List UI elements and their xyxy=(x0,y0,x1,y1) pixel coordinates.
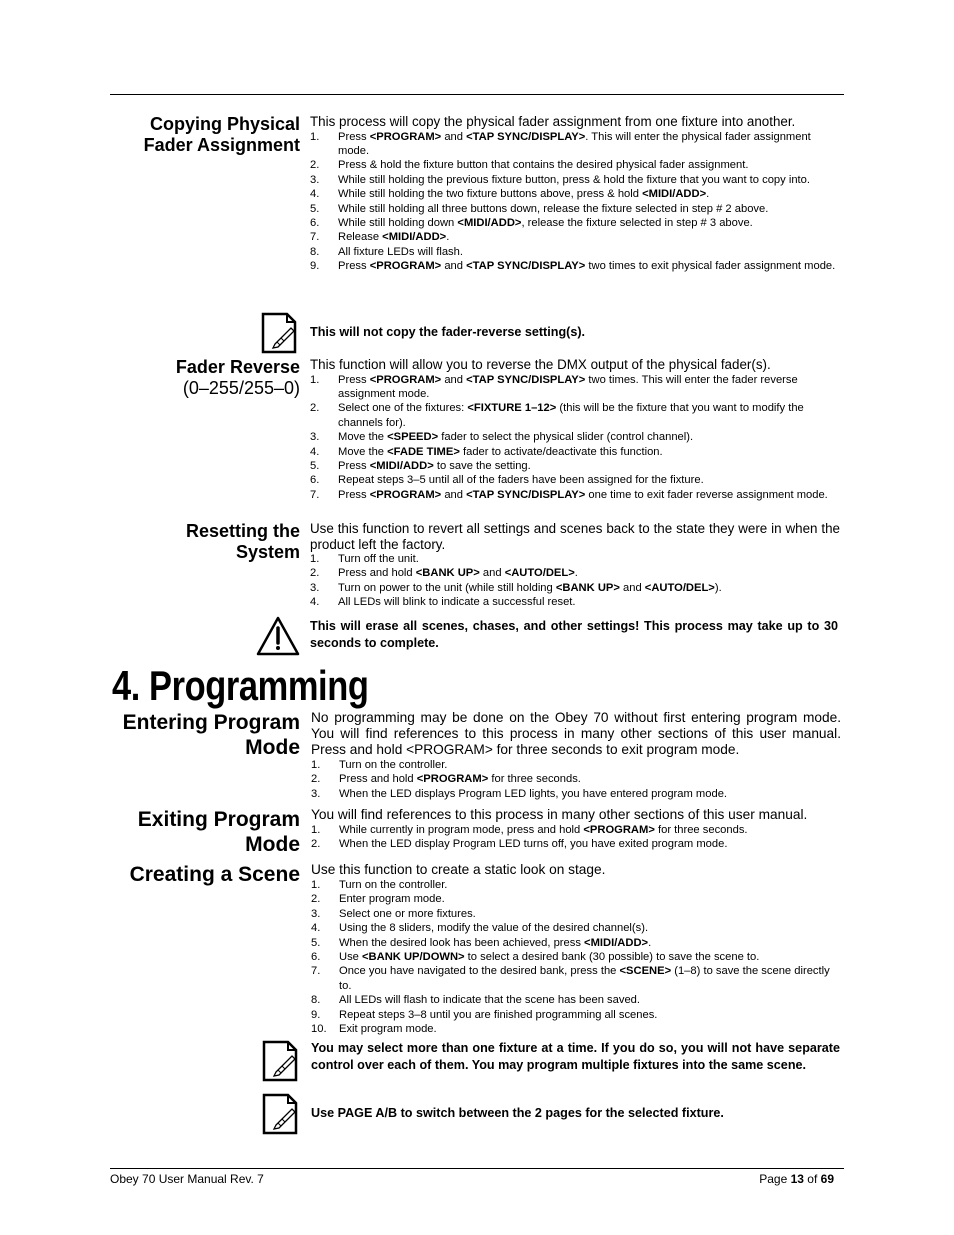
step-text: Press xyxy=(338,488,370,501)
footer-page-number: Page 13 of 69 xyxy=(759,1172,834,1186)
list-item-number: 6. xyxy=(310,216,320,229)
section-heading: Fader Reverse (0–255/255–0) xyxy=(175,357,300,398)
step-text: Use xyxy=(339,951,363,964)
note-icon xyxy=(262,1040,300,1082)
control-label: <AUTO/DEL> xyxy=(644,581,715,594)
step-text: While still holding the two fixture buttons above, press & hold xyxy=(338,188,643,201)
control-label: <BANK UP/DOWN> xyxy=(362,951,465,964)
list-item xyxy=(311,837,841,851)
control-label: <PROGRAM> xyxy=(369,260,442,273)
list-item xyxy=(311,878,841,892)
step-text: (1–8) to save the scene directly to. xyxy=(339,965,830,992)
step-text: Press xyxy=(338,260,370,273)
list-item xyxy=(310,245,840,259)
list-item xyxy=(311,892,841,906)
step-text: Press xyxy=(338,130,370,143)
section-heading: Entering Program Mode xyxy=(122,711,300,759)
step-text: Enter program mode. xyxy=(339,893,445,906)
list-item xyxy=(310,187,840,201)
step-text: While currently in program mode, press and hold xyxy=(339,824,584,836)
list-item-number: 3. xyxy=(310,431,320,444)
note-icon xyxy=(261,312,299,354)
list-item xyxy=(310,401,840,430)
list-item xyxy=(311,921,841,935)
list-item xyxy=(310,202,840,216)
step-list xyxy=(310,130,840,274)
note-text: Use PAGE A/B to switch between the 2 pages for the selected fixture. xyxy=(311,1106,724,1120)
control-label: <TAP SYNC/DISPLAY> xyxy=(466,488,586,501)
list-item-number: 5. xyxy=(311,936,321,949)
step-text: All LEDs will blink to indicate a successful reset. xyxy=(338,596,576,609)
list-item xyxy=(310,173,840,187)
step-text: to save the setting. xyxy=(433,459,531,472)
list-item-number: 6. xyxy=(311,951,321,964)
step-text: Turn off the unit. xyxy=(338,553,419,565)
step-text: Using the 8 sliders, modify the value of the desired channel(s). xyxy=(339,922,649,935)
list-item xyxy=(310,430,840,444)
list-item xyxy=(310,473,840,487)
step-text: and xyxy=(441,373,467,386)
step-list xyxy=(310,552,840,610)
control-label: <MIDI/ADD> xyxy=(457,216,522,229)
list-item-number: 1. xyxy=(310,373,320,386)
control-label: <MIDI/ADD> xyxy=(369,459,434,472)
control-label: <SPEED> xyxy=(387,431,439,444)
list-item-number: 1. xyxy=(310,553,320,565)
step-text: Repeat steps 3–8 until you are finished programming all scenes. xyxy=(339,1008,658,1021)
list-item-number: 7. xyxy=(310,231,320,244)
footer-doc-title: Obey 70 User Manual Rev. 7 xyxy=(110,1172,264,1186)
step-text: ). xyxy=(714,581,722,594)
section-intro: No programming may be done on the Obey 70 without first entering program mode. You will find references to this process in many other sections of this user manual. Press and hold <PROGRAM> for three seconds to exit program mode. xyxy=(311,710,841,757)
step-text: Move the xyxy=(338,431,388,444)
list-item-number: 2. xyxy=(311,893,321,906)
list-item-number: 2. xyxy=(310,567,320,580)
section-content xyxy=(311,710,841,801)
control-label: <BANK UP> xyxy=(555,581,620,594)
list-item xyxy=(311,1022,841,1036)
chapter-title: 4. Programming xyxy=(112,662,369,709)
list-item xyxy=(311,823,841,837)
section-content xyxy=(310,114,840,274)
section-heading: Exiting Program Mode xyxy=(137,808,300,856)
step-text: Move the xyxy=(338,445,388,458)
step-text: one time to exit fader reverse assignment mode. xyxy=(585,488,828,501)
control-label: <MIDI/ADD> xyxy=(642,188,707,201)
list-item xyxy=(311,758,841,772)
list-item xyxy=(311,936,841,950)
step-text: Press and hold xyxy=(339,773,417,786)
step-text: While still holding down xyxy=(338,216,458,229)
list-item-number: 5. xyxy=(310,459,320,472)
step-text: Press and hold xyxy=(338,567,416,580)
section-heading: Resetting the System xyxy=(185,521,300,562)
step-text: While still holding the previous fixture button, press & hold the fixture that you want to copy into. xyxy=(338,173,810,186)
section-intro: This process will copy the physical fader assignment from one fixture into another. xyxy=(310,114,796,129)
step-text: Exit program mode. xyxy=(339,1023,437,1036)
list-item xyxy=(310,130,840,159)
control-label: <PROGRAM> xyxy=(369,130,442,143)
list-item-number: 9. xyxy=(311,1008,321,1021)
list-item xyxy=(311,950,841,964)
list-item-number: 1. xyxy=(311,759,321,771)
list-item-number: 7. xyxy=(311,965,321,978)
step-text: . xyxy=(574,567,578,580)
step-text: to select a desired bank (30 possible) to save the scene to. xyxy=(464,951,760,964)
step-text: and xyxy=(479,567,505,580)
step-text: When the LED displays Program LED lights, you have entered program mode. xyxy=(339,787,728,800)
control-label: <BANK UP> xyxy=(415,567,480,580)
step-text: While still holding all three buttons down, release the fixture selected in step # 2 above. xyxy=(338,202,769,215)
list-item xyxy=(311,964,841,993)
control-label: <TAP SYNC/DISPLAY> xyxy=(466,260,586,273)
step-text: Repeat steps 3–5 until all of the faders have been assigned for the fixture. xyxy=(338,474,704,487)
list-item-number: 1. xyxy=(310,130,320,143)
step-text: two times. This will enter the fader reverse assignment mode. xyxy=(338,373,798,400)
step-text: (this will be the fixture that you want to modify the channels for). xyxy=(338,402,804,429)
list-item xyxy=(310,581,840,595)
list-item-number: 9. xyxy=(310,260,320,273)
list-item-number: 3. xyxy=(311,907,321,920)
step-text: fader to activate/deactivate this function. xyxy=(459,445,663,458)
step-text: and xyxy=(441,260,467,273)
control-label: <MIDI/ADD> xyxy=(584,936,649,949)
control-label: <FADE TIME> xyxy=(387,445,460,458)
step-text: Press xyxy=(338,373,370,386)
list-item xyxy=(310,595,840,609)
step-text: and xyxy=(619,581,645,594)
list-item-number: 3. xyxy=(310,581,320,594)
list-item xyxy=(311,907,841,921)
list-item xyxy=(310,158,840,172)
step-text: Press xyxy=(338,459,370,472)
step-text: When the desired look has been achieved, press xyxy=(339,936,585,949)
step-text: . xyxy=(446,231,450,244)
control-label: <TAP SYNC/DISPLAY> xyxy=(466,373,586,386)
list-item xyxy=(311,993,841,1007)
list-item xyxy=(310,459,840,473)
list-item-number: 4. xyxy=(310,445,320,458)
list-item xyxy=(310,566,840,580)
list-item-number: 1. xyxy=(311,879,321,891)
step-text: Turn on the controller. xyxy=(339,879,448,891)
list-item xyxy=(311,1008,841,1022)
top-rule xyxy=(110,94,844,95)
list-item xyxy=(310,216,840,230)
section-content xyxy=(311,807,841,852)
step-text: and xyxy=(441,130,467,143)
list-item-number: 8. xyxy=(311,994,321,1007)
step-text: Release xyxy=(338,231,383,244)
step-text: for three seconds. xyxy=(488,773,581,786)
footer-rule xyxy=(110,1168,844,1169)
step-list xyxy=(311,823,841,852)
list-item xyxy=(310,488,840,502)
step-text: . xyxy=(706,188,710,201)
step-list xyxy=(310,373,840,503)
section-intro: Use this function to revert all settings and scenes back to the state they were in when the product left the factory. xyxy=(310,521,840,552)
section-intro: You will find references to this process in many other sections of this user manual. xyxy=(311,807,808,822)
step-list xyxy=(311,878,841,1036)
list-item xyxy=(310,552,840,566)
list-item-number: 2. xyxy=(311,838,321,851)
list-item-number: 1. xyxy=(311,824,321,836)
section-content xyxy=(310,357,840,502)
step-text: . This will enter the physical fader assignment mode. xyxy=(338,130,811,157)
section-intro: This function will allow you to reverse the DMX output of the physical fader(s). xyxy=(310,357,771,372)
step-text: and xyxy=(441,488,467,501)
list-item-number: 3. xyxy=(310,173,320,186)
step-text: Select one of the fixtures: xyxy=(338,402,468,415)
control-label: <PROGRAM> xyxy=(416,773,489,786)
list-item-number: 4. xyxy=(311,922,321,935)
step-text: for three seconds. xyxy=(654,824,748,836)
step-text: Select one or more fixtures. xyxy=(339,907,476,920)
note-icon xyxy=(262,1093,300,1135)
list-item-number: 10. xyxy=(311,1023,327,1036)
list-item-number: 4. xyxy=(310,596,320,609)
step-text: Once you have navigated to the desired bank, press the xyxy=(339,965,620,978)
step-text: All fixture LEDs will flash. xyxy=(338,245,463,258)
list-item-number: 5. xyxy=(310,202,320,215)
list-item-number: 8. xyxy=(310,245,320,258)
list-item xyxy=(310,445,840,459)
list-item-number: 7. xyxy=(310,488,320,501)
step-text: Turn on power to the unit (while still holding xyxy=(338,581,556,594)
section-content xyxy=(311,862,841,1036)
control-label: <TAP SYNC/DISPLAY> xyxy=(466,130,586,143)
control-label: <PROGRAM> xyxy=(369,488,442,501)
step-list xyxy=(311,758,841,801)
list-item-number: 6. xyxy=(310,474,320,487)
control-label: <FIXTURE 1–12> xyxy=(467,402,557,415)
control-label: <AUTO/DEL> xyxy=(504,567,575,580)
step-text: When the LED display Program LED turns off, you have exited program mode. xyxy=(339,838,728,851)
step-text: All LEDs will flash to indicate that the scene has been saved. xyxy=(339,994,640,1007)
list-item xyxy=(310,259,840,273)
list-item xyxy=(310,373,840,402)
section-intro: Use this function to create a static look on stage. xyxy=(311,862,606,877)
section-heading: Copying Physical Fader Assignment xyxy=(143,114,300,155)
control-label: <PROGRAM> xyxy=(583,824,655,836)
step-text: Press & hold the fixture button that contains the desired physical fader assignment. xyxy=(338,159,749,172)
list-item xyxy=(311,787,841,801)
list-item-number: 3. xyxy=(311,787,321,800)
warning-text: This will erase all scenes, chases, and other settings! This process may take up to 30 seconds to complete. xyxy=(310,619,838,650)
list-item-number: 2. xyxy=(310,402,320,415)
step-text: . xyxy=(648,936,652,949)
list-item-number: 2. xyxy=(311,773,321,786)
note-text: You may select more than one fixture at a time. If you do so, you will not have separate control over each of them. You may program multiple fixtures into the same scene. xyxy=(311,1041,840,1072)
note-text: This will not copy the fader-reverse setting(s). xyxy=(310,325,586,339)
list-item-number: 2. xyxy=(310,159,320,172)
section-content xyxy=(310,521,840,610)
list-item xyxy=(310,230,840,244)
control-label: <SCENE> xyxy=(619,965,672,978)
list-item-number: 4. xyxy=(310,188,320,201)
section-heading: Creating a Scene xyxy=(129,863,300,886)
step-text: fader to select the physical slider (control channel). xyxy=(438,431,694,444)
control-label: <MIDI/ADD> xyxy=(382,231,447,244)
list-item xyxy=(311,772,841,786)
step-text: , release the fixture selected in step # 3 above. xyxy=(521,216,753,229)
step-text: two times to exit physical fader assignment mode. xyxy=(585,260,836,273)
warning-icon xyxy=(256,616,300,656)
control-label: <PROGRAM> xyxy=(369,373,442,386)
step-text: Turn on the controller. xyxy=(339,759,448,771)
